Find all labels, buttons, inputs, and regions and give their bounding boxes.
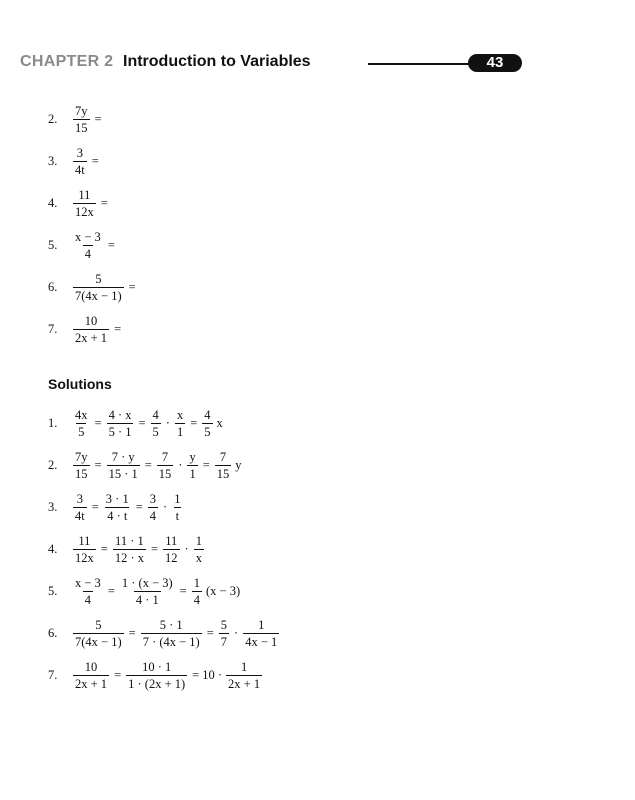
fraction: [219, 618, 229, 649]
denominator: 4 · 1: [135, 593, 159, 607]
numerator: 1 · (x − 3): [121, 576, 173, 590]
denominator: 12x: [75, 205, 94, 219]
numerator: y: [189, 450, 196, 464]
denominator: 12 · x: [114, 551, 144, 565]
fraction: [192, 576, 202, 607]
fraction: [73, 272, 124, 303]
denominator: 15: [75, 121, 88, 135]
item-number: 4.: [48, 542, 58, 556]
denominator: 4: [84, 247, 92, 261]
denominator: 4x − 1: [245, 635, 278, 649]
equals-sign: =: [192, 668, 200, 682]
numerator: 7: [219, 450, 227, 464]
exercise-item: [48, 146, 101, 177]
math-expression: [70, 450, 243, 481]
denominator: 4t: [75, 163, 85, 177]
fraction: [243, 618, 279, 649]
equals-sign: =: [107, 584, 115, 598]
numerator: 10: [84, 314, 98, 328]
math-expression: [70, 104, 104, 135]
exercise-item: [48, 104, 104, 135]
item-number: 4.: [48, 196, 58, 210]
denominator: 7: [220, 635, 228, 649]
item-number: 5.: [48, 584, 58, 598]
fraction: [73, 188, 96, 219]
denominator: 4: [84, 593, 92, 607]
item-number: 2.: [48, 112, 58, 126]
numerator: 4: [152, 408, 159, 422]
item-number: 5.: [48, 238, 58, 252]
fraction: [163, 534, 180, 565]
dot-operator: ·: [184, 542, 189, 556]
item-number: 7.: [48, 322, 58, 336]
dot-operator: ·: [234, 626, 239, 640]
denominator: 4: [149, 509, 157, 523]
numerator: x: [176, 408, 184, 422]
numerator: 4 · x: [108, 408, 132, 422]
equals-sign: =: [135, 500, 143, 514]
equals-sign: =: [144, 458, 152, 472]
chapter-label: CHAPTER 2: [20, 53, 114, 70]
numerator: 11: [165, 534, 178, 548]
fraction: [194, 534, 204, 565]
fraction: [175, 408, 185, 439]
numerator: 7: [161, 450, 169, 464]
solution-item: [48, 618, 282, 649]
expression-term: 10 ·: [202, 668, 223, 682]
denominator: 7(4x − 1): [75, 289, 122, 303]
math-expression: [70, 230, 117, 261]
math-expression: [70, 272, 138, 303]
equals-sign: =: [179, 584, 187, 598]
denominator: 15 · 1: [108, 467, 138, 481]
equals-sign: =: [94, 416, 102, 430]
header-rule: [368, 63, 478, 65]
numerator: 1: [240, 660, 248, 674]
denominator: 5: [78, 425, 85, 439]
denominator: 2x + 1: [228, 677, 261, 691]
math-expression: [70, 314, 123, 345]
equals-sign: =: [91, 154, 99, 168]
numerator: 5: [95, 618, 102, 632]
solution-item: [48, 534, 207, 565]
chapter-title: Introduction to Variables: [123, 53, 311, 70]
equals-sign: =: [91, 500, 99, 514]
numerator: 4: [204, 408, 211, 422]
equals-sign: =: [202, 458, 210, 472]
fraction: [107, 408, 134, 439]
equals-sign: =: [107, 238, 115, 252]
fraction: [73, 534, 96, 565]
math-expression: [70, 576, 241, 607]
solution-item: [48, 408, 224, 439]
numerator: 10: [84, 660, 98, 674]
item-number: 2.: [48, 458, 58, 472]
equals-sign: =: [128, 626, 136, 640]
dot-operator: ·: [165, 416, 170, 430]
numerator: 7 · y: [111, 450, 135, 464]
equals-sign: =: [94, 112, 102, 126]
math-expression: [70, 408, 224, 439]
page-number-badge: 43: [468, 54, 522, 72]
fraction: [104, 492, 131, 523]
dot-operator: ·: [163, 500, 168, 514]
page-header: [0, 50, 635, 78]
denominator: 4t: [75, 509, 85, 523]
fraction: [157, 450, 174, 481]
math-expression: [70, 146, 101, 177]
exercise-item: [48, 314, 123, 345]
numerator: 7y: [75, 104, 88, 118]
fraction: [73, 618, 124, 649]
numerator: 7y: [75, 450, 88, 464]
denominator: t: [175, 509, 180, 523]
fraction: [172, 492, 182, 523]
denominator: 4 · t: [107, 509, 128, 523]
solution-item: [48, 450, 243, 481]
math-expression: [70, 492, 185, 523]
equals-sign: =: [190, 416, 198, 430]
denominator: 12x: [75, 551, 94, 565]
fraction: [215, 450, 232, 481]
denominator: 7(4x − 1): [75, 635, 122, 649]
denominator: 5: [204, 425, 211, 439]
numerator: 4x: [75, 408, 88, 422]
fraction: [107, 450, 140, 481]
equals-sign: =: [100, 542, 108, 556]
solution-item: [48, 492, 185, 523]
fraction: [126, 660, 187, 691]
fraction: [73, 492, 87, 523]
denominator: 15: [158, 467, 172, 481]
numerator: 5: [220, 618, 228, 632]
math-expression: [70, 534, 207, 565]
item-number: 3.: [48, 154, 58, 168]
equals-sign: =: [114, 668, 122, 682]
denominator: 5 · 1: [108, 425, 132, 439]
fraction: [73, 660, 109, 691]
math-expression: [70, 618, 282, 649]
solution-item: [48, 660, 265, 691]
numerator: 3: [76, 146, 83, 160]
denominator: 15: [216, 467, 230, 481]
equals-sign: =: [100, 196, 108, 210]
numerator: x − 3: [75, 230, 101, 244]
expression-term: x: [216, 416, 223, 430]
numerator: 1: [258, 618, 265, 632]
fraction: [73, 408, 90, 439]
item-number: 1.: [48, 416, 58, 430]
fraction: [73, 104, 90, 135]
denominator: 15: [75, 467, 88, 481]
fraction: [73, 230, 103, 261]
dot-operator: ·: [178, 458, 183, 472]
fraction: [73, 450, 90, 481]
fraction: [73, 314, 109, 345]
exercise-item: [48, 272, 138, 303]
numerator: 1: [195, 534, 202, 548]
fraction: [226, 660, 262, 691]
fraction: [148, 492, 158, 523]
equals-sign: =: [206, 626, 214, 640]
numerator: 10 · 1: [142, 660, 172, 674]
item-number: 6.: [48, 280, 58, 294]
expression-term: y: [235, 458, 242, 472]
denominator: 1 · (2x + 1): [128, 677, 186, 691]
denominator: x: [195, 551, 202, 565]
equals-sign: =: [150, 542, 159, 556]
fraction: [73, 576, 103, 607]
equals-sign: =: [138, 416, 146, 430]
denominator: 1: [189, 467, 196, 481]
item-number: 3.: [48, 500, 58, 514]
numerator: 3: [76, 492, 83, 506]
denominator: 4: [193, 593, 200, 607]
fraction: [151, 408, 161, 439]
numerator: 5: [95, 272, 102, 286]
fraction: [141, 618, 202, 649]
expression-term: (x − 3): [205, 584, 241, 598]
fraction: [202, 408, 212, 439]
item-number: 7.: [48, 668, 58, 682]
numerator: 1: [174, 492, 181, 506]
exercise-item: [48, 230, 117, 261]
fraction: [73, 146, 87, 177]
numerator: 1: [193, 576, 200, 590]
denominator: 5: [152, 425, 159, 439]
denominator: 2x + 1: [75, 331, 108, 345]
numerator: 3: [149, 492, 157, 506]
fraction: [113, 534, 146, 565]
item-number: 6.: [48, 626, 58, 640]
math-expression: [70, 188, 110, 219]
numerator: 11 · 1: [115, 534, 144, 548]
denominator: 2x + 1: [75, 677, 108, 691]
solution-item: [48, 576, 241, 607]
numerator: 11: [78, 534, 91, 548]
solutions-heading: Solutions: [48, 376, 112, 392]
denominator: 1: [176, 425, 184, 439]
numerator: 5 · 1: [159, 618, 183, 632]
numerator: 11: [78, 188, 91, 202]
fraction: [187, 450, 197, 481]
denominator: 12: [165, 551, 178, 565]
equals-sign: =: [94, 458, 102, 472]
equals-sign: =: [128, 280, 136, 294]
numerator: x − 3: [75, 576, 101, 590]
math-expression: [70, 660, 265, 691]
equals-sign: =: [114, 322, 122, 336]
exercise-item: [48, 188, 110, 219]
numerator: 3 · 1: [105, 492, 129, 506]
fraction: [120, 576, 175, 607]
denominator: 7 · (4x − 1): [142, 635, 200, 649]
